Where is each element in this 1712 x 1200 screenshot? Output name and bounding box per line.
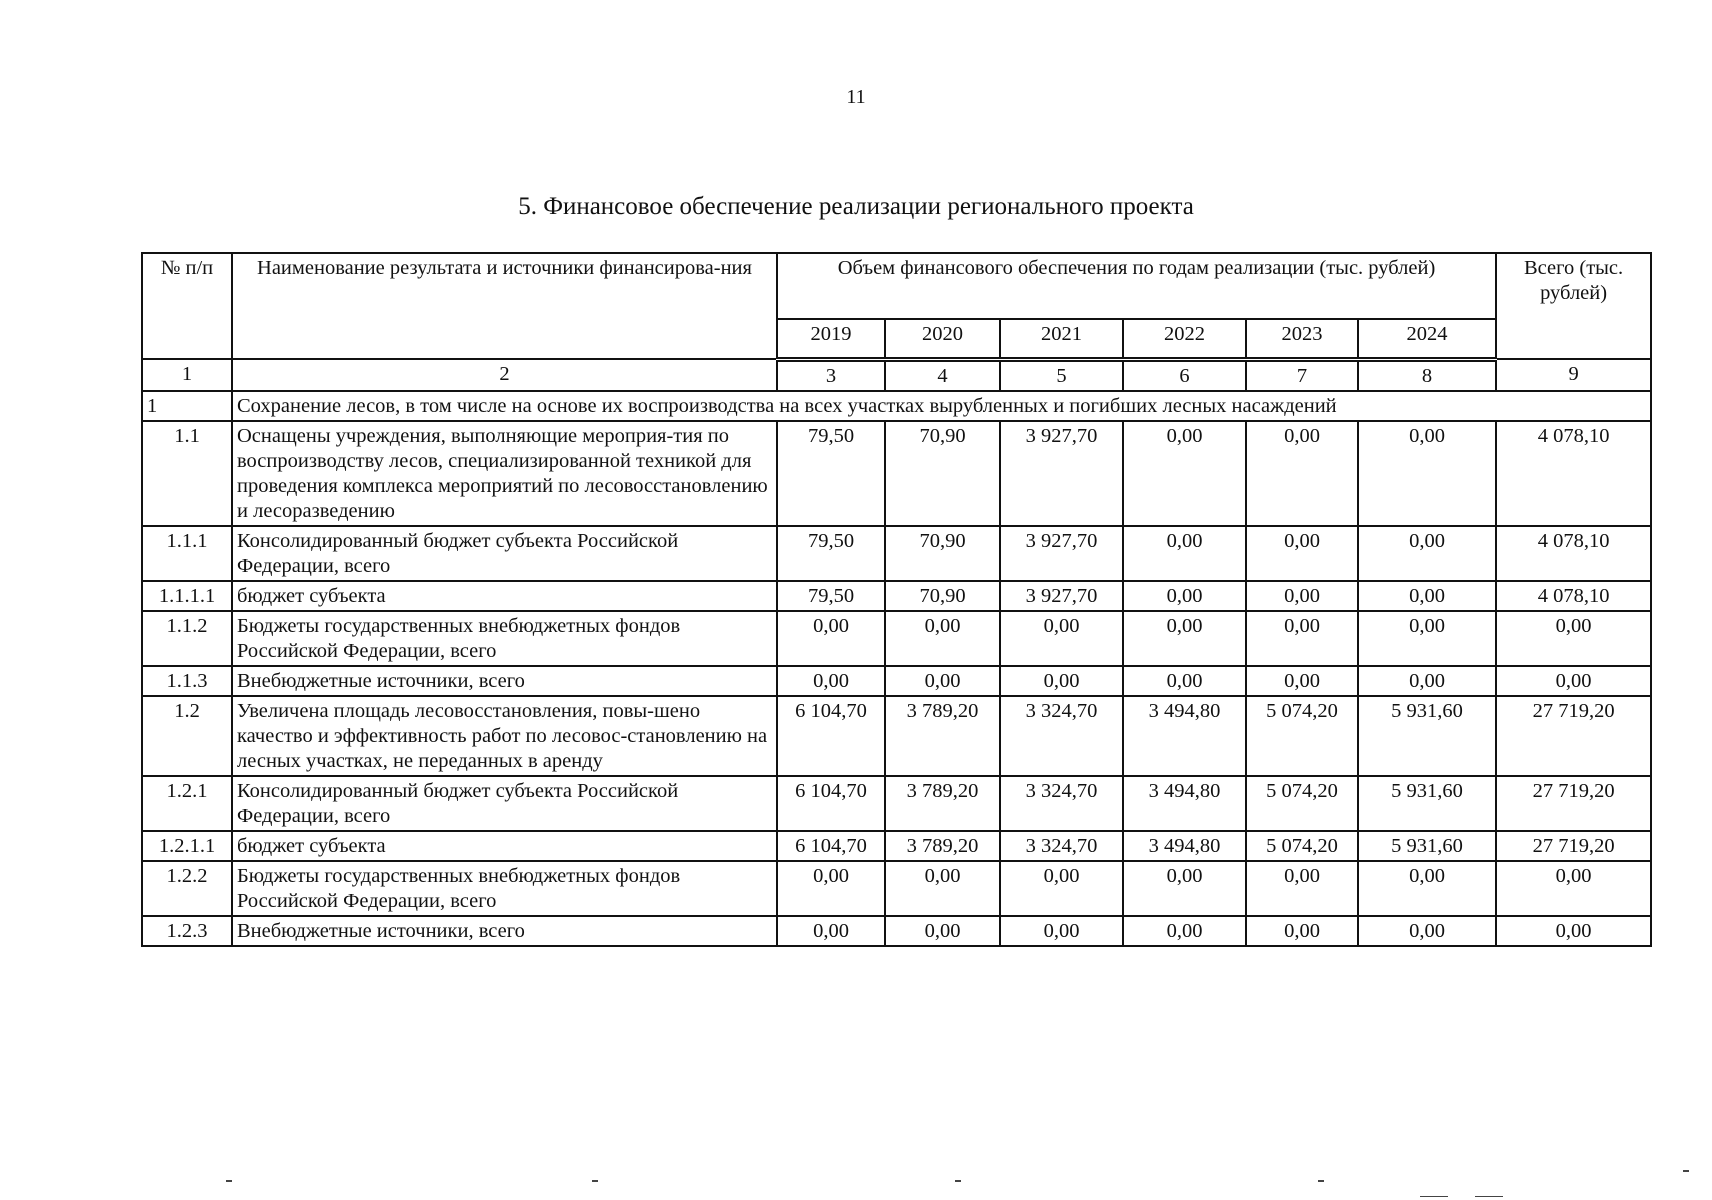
row-num: 1.2.3 — [142, 916, 232, 946]
row-value: 0,00 — [1123, 421, 1246, 526]
data-rows — [142, 421, 1651, 946]
row-value: 70,90 — [885, 421, 1000, 526]
row-value: 0,00 — [1000, 861, 1123, 916]
column-number: 7 — [1246, 359, 1358, 391]
row-value: 0,00 — [1123, 581, 1246, 611]
row-name: Увеличена площадь лесовосстановления, повы-шено качество и эффективность работ по лесовос-становлению на лесных участках, не переданных в аренду — [232, 696, 777, 776]
table-row — [142, 831, 1651, 861]
row-value: 0,00 — [1358, 611, 1496, 666]
row-value: 0,00 — [1358, 581, 1496, 611]
row-num: 1.1.2 — [142, 611, 232, 666]
row-value: 5 931,60 — [1358, 696, 1496, 776]
row-name: Оснащены учреждения, выполняющие мероприя-тия по воспроизводству лесов, специализированной техникой для проведения комплекса мероприятий по лесовосстановлению и лесоразведению — [232, 421, 777, 526]
row-value: 5 074,20 — [1246, 831, 1358, 861]
row-value: 5 074,20 — [1246, 696, 1358, 776]
row-value: 3 789,20 — [885, 831, 1000, 861]
scan-mark — [1683, 1170, 1689, 1172]
row-name: Бюджеты государственных внебюджетных фондов Российской Федерации, всего — [232, 861, 777, 916]
header-year: 2022 — [1123, 319, 1246, 359]
row-total: 0,00 — [1496, 916, 1651, 946]
row-value: 5 931,60 — [1358, 776, 1496, 831]
column-number: 2 — [232, 359, 777, 391]
row-value: 0,00 — [885, 611, 1000, 666]
row-value: 0,00 — [1246, 611, 1358, 666]
row-total: 0,00 — [1496, 611, 1651, 666]
row-total: 0,00 — [1496, 861, 1651, 916]
page-number: 11 — [846, 86, 866, 108]
row-name: Внебюджетные источники, всего — [232, 666, 777, 696]
scan-mark — [1420, 1196, 1448, 1197]
table-row — [142, 581, 1651, 611]
header-year: 2021 — [1000, 319, 1123, 359]
row-value: 70,90 — [885, 581, 1000, 611]
column-numbers-row — [142, 359, 1651, 391]
row-value: 0,00 — [1000, 666, 1123, 696]
row-value: 3 927,70 — [1000, 421, 1123, 526]
row-value: 0,00 — [885, 666, 1000, 696]
table-row — [142, 776, 1651, 831]
row-total: 27 719,20 — [1496, 776, 1651, 831]
row-name: бюджет субъекта — [232, 831, 777, 861]
row-num: 1.1.1.1 — [142, 581, 232, 611]
row-value: 6 104,70 — [777, 696, 885, 776]
header-total: Всего (тыс. рублей) — [1496, 253, 1651, 359]
row-value: 0,00 — [777, 916, 885, 946]
section-row — [142, 391, 1651, 421]
row-value: 3 324,70 — [1000, 831, 1123, 861]
row-name: Консолидированный бюджет субъекта Российской Федерации, всего — [232, 526, 777, 581]
row-value: 0,00 — [1246, 581, 1358, 611]
row-total: 27 719,20 — [1496, 831, 1651, 861]
row-value: 0,00 — [1358, 526, 1496, 581]
row-value: 3 494,80 — [1123, 831, 1246, 861]
header-num: № п/п — [142, 253, 232, 359]
row-value: 0,00 — [885, 861, 1000, 916]
row-num: 1.1 — [142, 421, 232, 526]
header-name: Наименование результата и источники финансирова-ния — [232, 253, 777, 359]
table-row — [142, 666, 1651, 696]
row-total: 4 078,10 — [1496, 581, 1651, 611]
row-total: 4 078,10 — [1496, 526, 1651, 581]
row-name: Внебюджетные источники, всего — [232, 916, 777, 946]
row-value: 5 931,60 — [1358, 831, 1496, 861]
row-value: 0,00 — [1358, 916, 1496, 946]
row-value: 70,90 — [885, 526, 1000, 581]
column-number: 3 — [777, 359, 885, 391]
row-value: 3 927,70 — [1000, 581, 1123, 611]
table-row — [142, 421, 1651, 526]
table-body — [142, 359, 1651, 421]
row-value: 0,00 — [777, 861, 885, 916]
row-value: 6 104,70 — [777, 776, 885, 831]
row-value: 0,00 — [1246, 421, 1358, 526]
row-value: 0,00 — [1358, 861, 1496, 916]
row-value: 0,00 — [885, 916, 1000, 946]
row-value: 3 324,70 — [1000, 696, 1123, 776]
row-value: 3 494,80 — [1123, 696, 1246, 776]
row-value: 3 789,20 — [885, 776, 1000, 831]
row-value: 79,50 — [777, 526, 885, 581]
section-name: Сохранение лесов, в том числе на основе их воспроизводства на всех участках вырубленных и погибших лесных насаждений — [232, 391, 1651, 421]
row-total: 0,00 — [1496, 666, 1651, 696]
row-value: 0,00 — [1123, 526, 1246, 581]
row-name: Бюджеты государственных внебюджетных фондов Российской Федерации, всего — [232, 611, 777, 666]
column-number: 9 — [1496, 359, 1651, 391]
row-num: 1.2.1 — [142, 776, 232, 831]
row-value: 0,00 — [1000, 611, 1123, 666]
row-value: 0,00 — [1123, 861, 1246, 916]
scan-mark — [226, 1180, 232, 1182]
row-value: 3 324,70 — [1000, 776, 1123, 831]
row-value: 6 104,70 — [777, 831, 885, 861]
row-value: 3 789,20 — [885, 696, 1000, 776]
row-value: 0,00 — [1246, 526, 1358, 581]
row-name: бюджет субъекта — [232, 581, 777, 611]
table-row — [142, 611, 1651, 666]
row-value: 0,00 — [777, 611, 885, 666]
table-row — [142, 526, 1651, 581]
row-value: 0,00 — [1246, 916, 1358, 946]
row-value: 0,00 — [1358, 666, 1496, 696]
row-num: 1.2 — [142, 696, 232, 776]
header-volume: Объем финансового обеспечения по годам реализации (тыс. рублей) — [777, 253, 1496, 319]
header-year: 2024 — [1358, 319, 1496, 359]
row-value: 0,00 — [1246, 861, 1358, 916]
row-num: 1.2.2 — [142, 861, 232, 916]
row-num: 1.1.1 — [142, 526, 232, 581]
row-value: 0,00 — [777, 666, 885, 696]
row-value: 5 074,20 — [1246, 776, 1358, 831]
column-number: 4 — [885, 359, 1000, 391]
row-value: 0,00 — [1123, 916, 1246, 946]
table-header — [142, 253, 1651, 359]
header-year: 2023 — [1246, 319, 1358, 359]
column-number: 6 — [1123, 359, 1246, 391]
column-number: 5 — [1000, 359, 1123, 391]
row-value: 3 494,80 — [1123, 776, 1246, 831]
row-value: 0,00 — [1000, 916, 1123, 946]
table-row — [142, 696, 1651, 776]
row-value: 0,00 — [1246, 666, 1358, 696]
scan-mark — [1475, 1196, 1503, 1197]
header-year: 2019 — [777, 319, 885, 359]
row-total: 4 078,10 — [1496, 421, 1651, 526]
row-value: 0,00 — [1123, 611, 1246, 666]
column-number: 1 — [142, 359, 232, 391]
column-number: 8 — [1358, 359, 1496, 391]
document-title: 5. Финансовое обеспечение реализации регионального проекта — [518, 193, 1194, 220]
row-num: 1.1.3 — [142, 666, 232, 696]
scan-mark — [955, 1180, 961, 1182]
row-value: 0,00 — [1358, 421, 1496, 526]
table-row — [142, 861, 1651, 916]
row-value: 0,00 — [1123, 666, 1246, 696]
row-total: 27 719,20 — [1496, 696, 1651, 776]
financial-table — [141, 252, 1652, 947]
header-year: 2020 — [885, 319, 1000, 359]
table-row — [142, 916, 1651, 946]
row-value: 3 927,70 — [1000, 526, 1123, 581]
row-value: 79,50 — [777, 581, 885, 611]
scan-mark — [1318, 1180, 1324, 1182]
section-num: 1 — [142, 391, 232, 421]
row-num: 1.2.1.1 — [142, 831, 232, 861]
row-value: 79,50 — [777, 421, 885, 526]
row-name: Консолидированный бюджет субъекта Российской Федерации, всего — [232, 776, 777, 831]
scan-mark — [592, 1180, 598, 1182]
